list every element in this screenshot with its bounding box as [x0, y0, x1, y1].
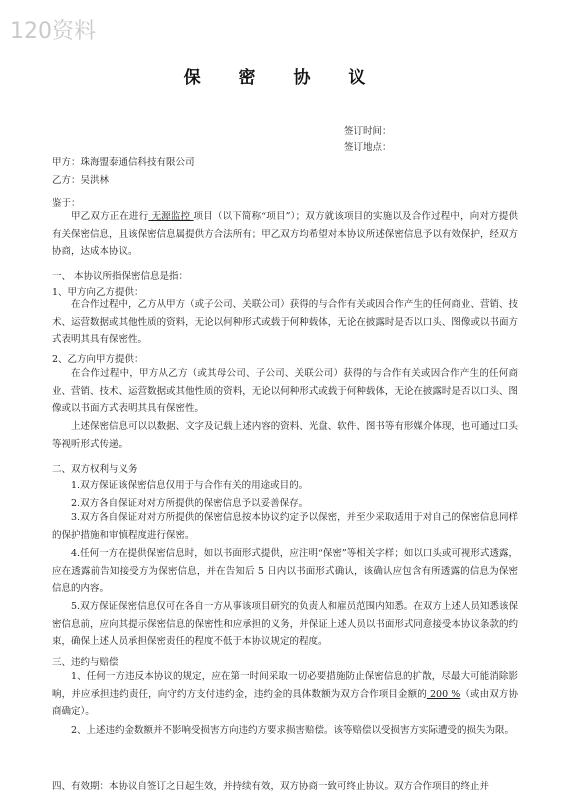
whereas-heading: 鉴于： [52, 198, 81, 209]
section-1-2-text: 在合作过程中，甲方从乙方（或其母公司、子公司、关联公司）获得的与合作有关或因合作产生的任何商业、营销、技术、运营数据或其他性质的资料，无论以何种形式或载于何种载体，无论在披露时是否以口头、图像或以书面方式表明其具有保密性。 [52, 368, 518, 414]
section-1-3-text: 上述保密信息可以以数据、文字及记载上述内容的资料、光盘、软件、图书等有形媒介体现，也可通过口头等视听形式传递。 [52, 421, 518, 450]
section-4: 四、有效期：本协议自签订之日起生效，并持续有效，双方协商一致可终止协议。双方合作项目的终止并 [52, 781, 490, 792]
watermark: 120资料 [10, 19, 96, 44]
section-1-2: 2、乙方向甲方提供： [52, 354, 144, 365]
section-2-4: 4.任何一方在提供保密信息时，如以书面形式提供，应注明“保密”等相关字样；如以口头或可视形式透露，应在透露前告知接受方为保密信息，并在告知后 5 日内以书面形式确认，该确认应包含有所透露的信息为保密信息的内容。 [52, 548, 518, 594]
project-name: 无源监控 [148, 211, 194, 222]
party-b: 乙方：吴洪林 [52, 175, 110, 186]
section-2-5: 5.双方保证保密信息仅可在各自一方从事该项目研究的负责人和雇员范围内知悉。在双方上述人员知悉该保密信息前，应向其提示保密信息的保密性和应承担的义务，并保证上述人员以书面形式同意接受本协议条款的约束，确保上述人员承担保密责任的程度不低于本协议规定的程度。 [52, 601, 518, 647]
penalty-percent: 200 % [426, 688, 461, 700]
section-1-1: 1、甲方向乙方提供： [52, 287, 144, 298]
section-1-title: 一、 本协议所指保密信息是指： [52, 271, 189, 282]
section-2-1: 1.双方保证该保密信息仅用于与合作有关的用途或目的。 [71, 480, 309, 491]
section-2-3: 3.双方各自保证对对方所提供的保密信息按本协议约定予以保密，并至少采取适用于对自己的保密信息同样的保护措施和审慎程度进行保密。 [52, 512, 518, 541]
sign-time: 签订时间： [344, 126, 392, 137]
section-2-2: 2.双方各自保证对对方所提供的保密信息予以妥善保存。 [71, 498, 309, 509]
sign-place: 签订地点： [344, 142, 392, 153]
section-3-1: 1、任何一方违反本协议的规定，应在第一时间采取一切必要措施防止保密信息的扩散，尽最大可能消除影响，并应承担违约责任，向守约方支付违约金，违约金的具体数额为双方合作项目金额的 200 %（或由双方协商确定）。 [52, 671, 518, 717]
section-3-title: 三、违约与赔偿 [52, 657, 119, 668]
party-a: 甲方：珠海盟泰通信科技有限公司 [52, 157, 195, 168]
section-3-2: 2、上述违约金数额并不影响受损害方向违约方要求损害赔偿。该等赔偿以受损害方实际遭受的损失为限。 [71, 725, 515, 736]
document-title: 保 密 协 议 [183, 68, 382, 88]
section-2-title: 二、双方权利与义务 [52, 464, 138, 475]
section-1-1-text: 在合作过程中，乙方从甲方（或子公司、关联公司）获得的与合作有关或因合作产生的任何商业、营销、技术、运营数据或其他性质的资料，无论以何种形式或载于何种载体，无论在披露时是否以口头、图像或以书面方式表明其具有保密性。 [52, 299, 518, 345]
intro-paragraph: 甲乙双方正在进行 无源监控 项目（以下简称“项目”）；双方就该项目的实施以及合作过程中，向对方提供有关保密信息，且该保密信息属提供方合法所有；甲乙双方均希望对本协议所述保密信息予以有效保护，经双方协商，达成本协议。 [52, 211, 518, 257]
